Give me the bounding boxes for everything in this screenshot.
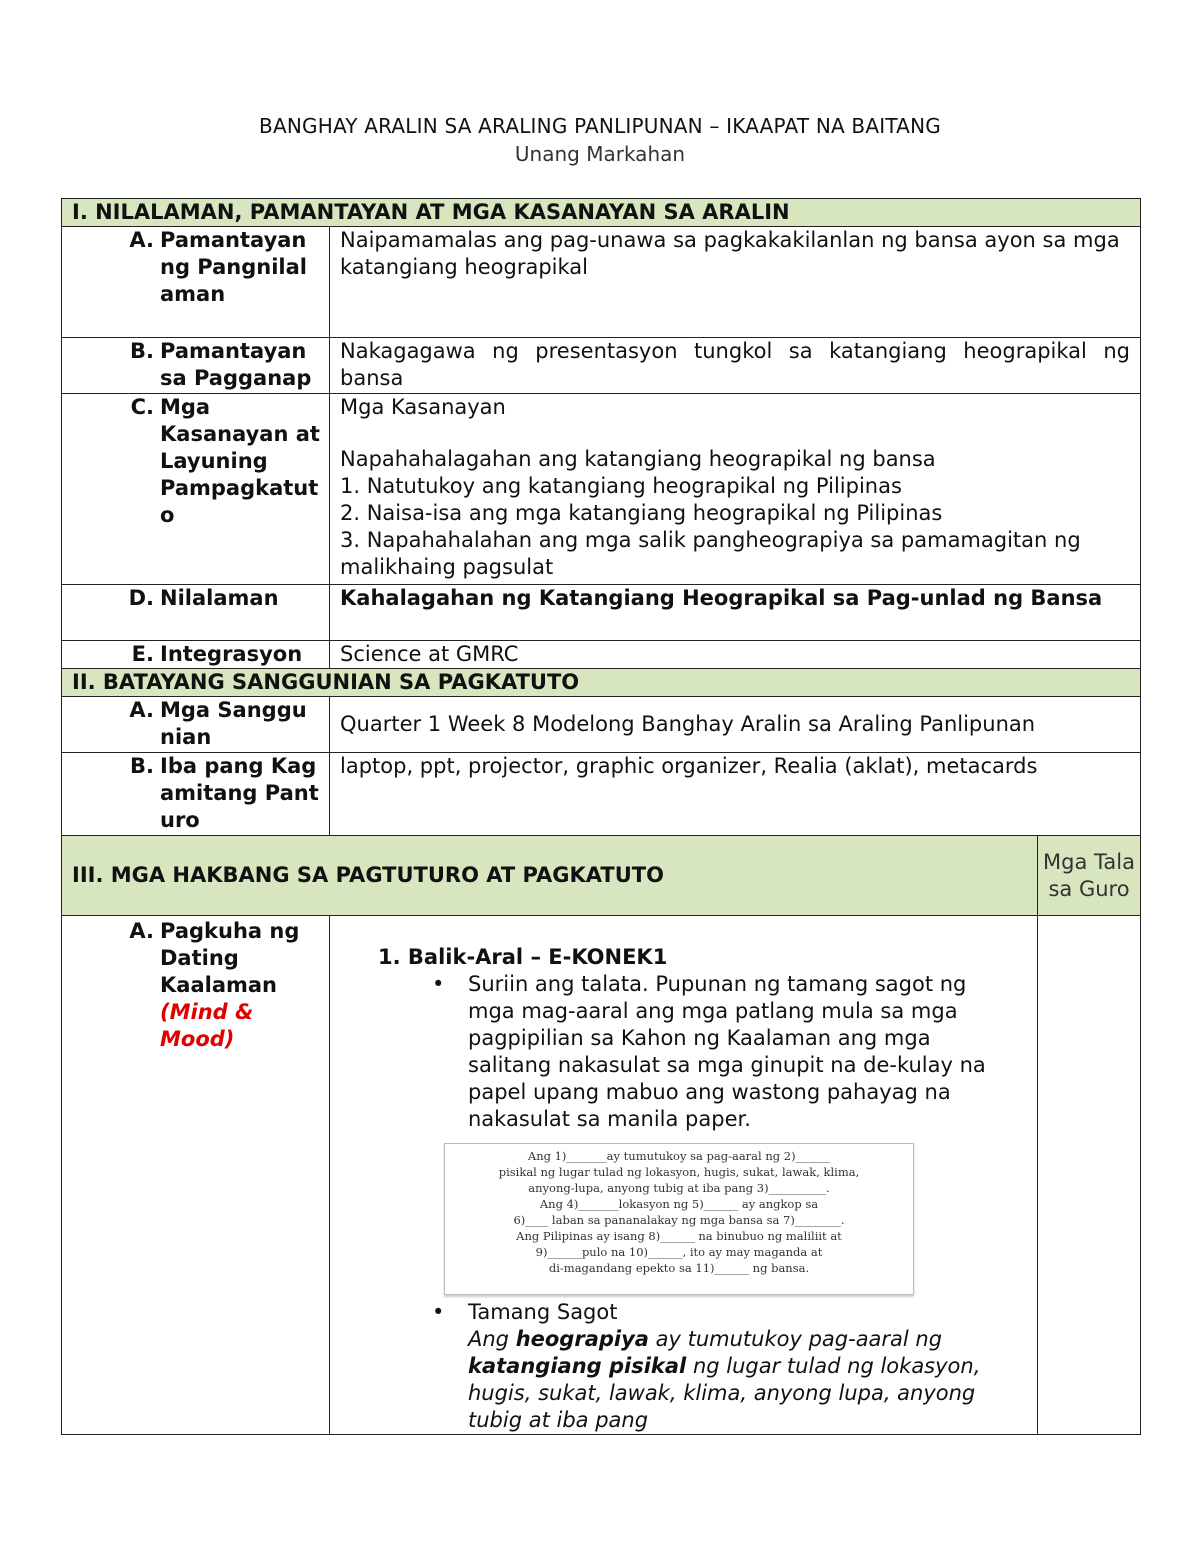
- kasanayan-objective-2: 2. Naisa-isa ang mga katangiang heograpikal ng Pilipinas: [340, 501, 943, 525]
- section3-header-row: [62, 836, 1141, 916]
- kasanayan-heading: Mga Kasanayan: [340, 395, 506, 419]
- worksheet-line: di-magandang epekto sa 11)______ ng bansa.: [548, 1261, 810, 1275]
- row-label: Mga Kasanayan at Layuning Pampagkatuto: [160, 395, 320, 527]
- row-letter: A.: [129, 919, 154, 943]
- balik-aral-title: 1. Balik-Aral – E-KONEK1: [378, 945, 668, 969]
- lesson-plan-table: [61, 198, 1141, 1435]
- section1-heading: I. NILALAMAN, PAMANTAYAN AT MGA KASANAYAN SA ARALIN: [62, 199, 1141, 227]
- notes-cell: [1038, 916, 1141, 1435]
- row-nilalaman: [62, 585, 1141, 641]
- answer-text: [468, 1326, 1031, 1434]
- kasanayan-objective-3: 3. Napahahalahan ang mga salik pangheograpiya sa pamamagitan ng malikhaing pagsulat: [340, 528, 1081, 579]
- document-title: BANGHAY ARALIN SA ARALING PANLIPUNAN – IKAAPAT NA BAITANG: [259, 114, 941, 138]
- row-content: laptop, ppt, projector, graphic organizer, Realia (aklat), metacards: [330, 753, 1141, 836]
- row-kasanayan: [62, 394, 1141, 585]
- kasanayan-content: [330, 394, 1141, 585]
- row-content: Naipamamalas ang pag-unawa sa pagkakakilanlan ng bansa ayon sa mga katangiang heograpikal: [330, 227, 1141, 338]
- row-content: Science at GMRC: [330, 641, 1141, 669]
- row-letter: D.: [128, 586, 154, 610]
- row-letter: E.: [131, 642, 154, 666]
- row-content: Quarter 1 Week 8 Modelong Banghay Aralin sa Araling Panlipunan: [330, 697, 1141, 753]
- balik-aral-content: [330, 916, 1038, 1435]
- row-label: Pagkuha ng Dating Kaalaman: [160, 919, 300, 997]
- answer-bullet: [468, 1299, 1031, 1434]
- row-sanggunian: [62, 697, 1141, 753]
- section3-heading: III. MGA HAKBANG SA PAGTUTURO AT PAGKATUTO: [62, 836, 1038, 916]
- worksheet-line: pisikal ng lugar tulad ng lokasyon, hugis, sukat, lawak, klima,: [498, 1165, 860, 1179]
- row-label: Mga Sanggunian: [160, 698, 307, 749]
- row-integrasyon: [62, 641, 1141, 669]
- instruction-bullet: • Suriin ang talata. Pupunan ng tamang sagot ng mga mag-aaral ang mga patlang mula sa mga pagpipilian sa Kahon ng Kaalaman ang mga salitang nakasulat sa mga ginupit na de-kulay na papel upang mabuo ang wastong pahayag na nakasulat sa manila paper.: [468, 971, 1031, 1133]
- row-label: Integrasyon: [160, 642, 303, 666]
- row-pagkuha-kaalaman: [62, 916, 1141, 1435]
- answer-part: ay tumutukoy pag-aaral ng: [648, 1327, 943, 1351]
- row-label: Nilalaman: [160, 586, 279, 610]
- worksheet-line: anyong-lupa, anyong tubig at iba pang 3)__________.: [528, 1181, 830, 1195]
- row-label: Pamantayan ng Pangnilalaman: [160, 228, 307, 306]
- row-label: Pamantayan sa Pagganap: [160, 339, 312, 390]
- row-label: Iba pang Kagamitang Panturo: [160, 754, 319, 832]
- answer-part: Ang: [468, 1327, 516, 1351]
- worksheet-line: Ang 4)_______lokasyon ng 5)______ ay angkop sa: [539, 1197, 819, 1211]
- row-letter: B.: [130, 339, 154, 363]
- row-letter: A.: [129, 698, 154, 722]
- worksheet-line: 9)______pulo na 10)______, ito ay may maganda at: [535, 1245, 823, 1259]
- row-letter: B.: [130, 754, 154, 778]
- mind-mood-label: (Mind & Mood): [160, 1000, 254, 1051]
- section1-header-row: [62, 199, 1141, 227]
- answer-keyword: heograpiya: [515, 1327, 649, 1351]
- worksheet-image: [444, 1143, 914, 1295]
- row-pamantayan-pangnilalaman: [62, 227, 1141, 338]
- row-content: Nakagagawa ng presentasyon tungkol sa katangiang heograpikal ng bansa: [330, 338, 1141, 394]
- worksheet-line: Ang Pilipinas ay isang 8)______ na binubuo ng maliliit at: [516, 1229, 842, 1243]
- worksheet-line: 6)____ laban sa pananalakay ng mga bansa sa 7)________.: [513, 1213, 845, 1227]
- row-letter: C.: [130, 395, 154, 419]
- section2-heading: II. BATAYANG SANGGUNIAN SA PAGKATUTO: [62, 669, 1141, 697]
- section2-header-row: [62, 669, 1141, 697]
- kasanayan-objective-1: 1. Natutukoy ang katangiang heograpikal ng Pilipinas: [340, 474, 902, 498]
- row-pamantayan-pagganap: [62, 338, 1141, 394]
- row-kagamitan: [62, 753, 1141, 836]
- answer-keyword: katangiang pisikal: [468, 1354, 687, 1378]
- answer-part: ng lugar tulad ng lokasyon, hugis, sukat, lawak, klima, anyong lupa, anyong tubig at iba pang: [468, 1354, 981, 1432]
- answer-title: Tamang Sagot: [468, 1300, 618, 1324]
- document-subtitle: Unang Markahan: [514, 142, 686, 166]
- notes-header: Mga Tala sa Guro: [1038, 836, 1141, 916]
- worksheet-line: Ang 1)_______ay tumutukoy sa pag-aaral ng 2)______: [527, 1149, 831, 1163]
- kasanayan-line: Napahahalagahan ang katangiang heograpikal ng bansa: [340, 447, 936, 471]
- row-letter: A.: [129, 228, 154, 252]
- row-content: Kahalagahan ng Katangiang Heograpikal sa Pag-unlad ng Bansa: [330, 585, 1141, 641]
